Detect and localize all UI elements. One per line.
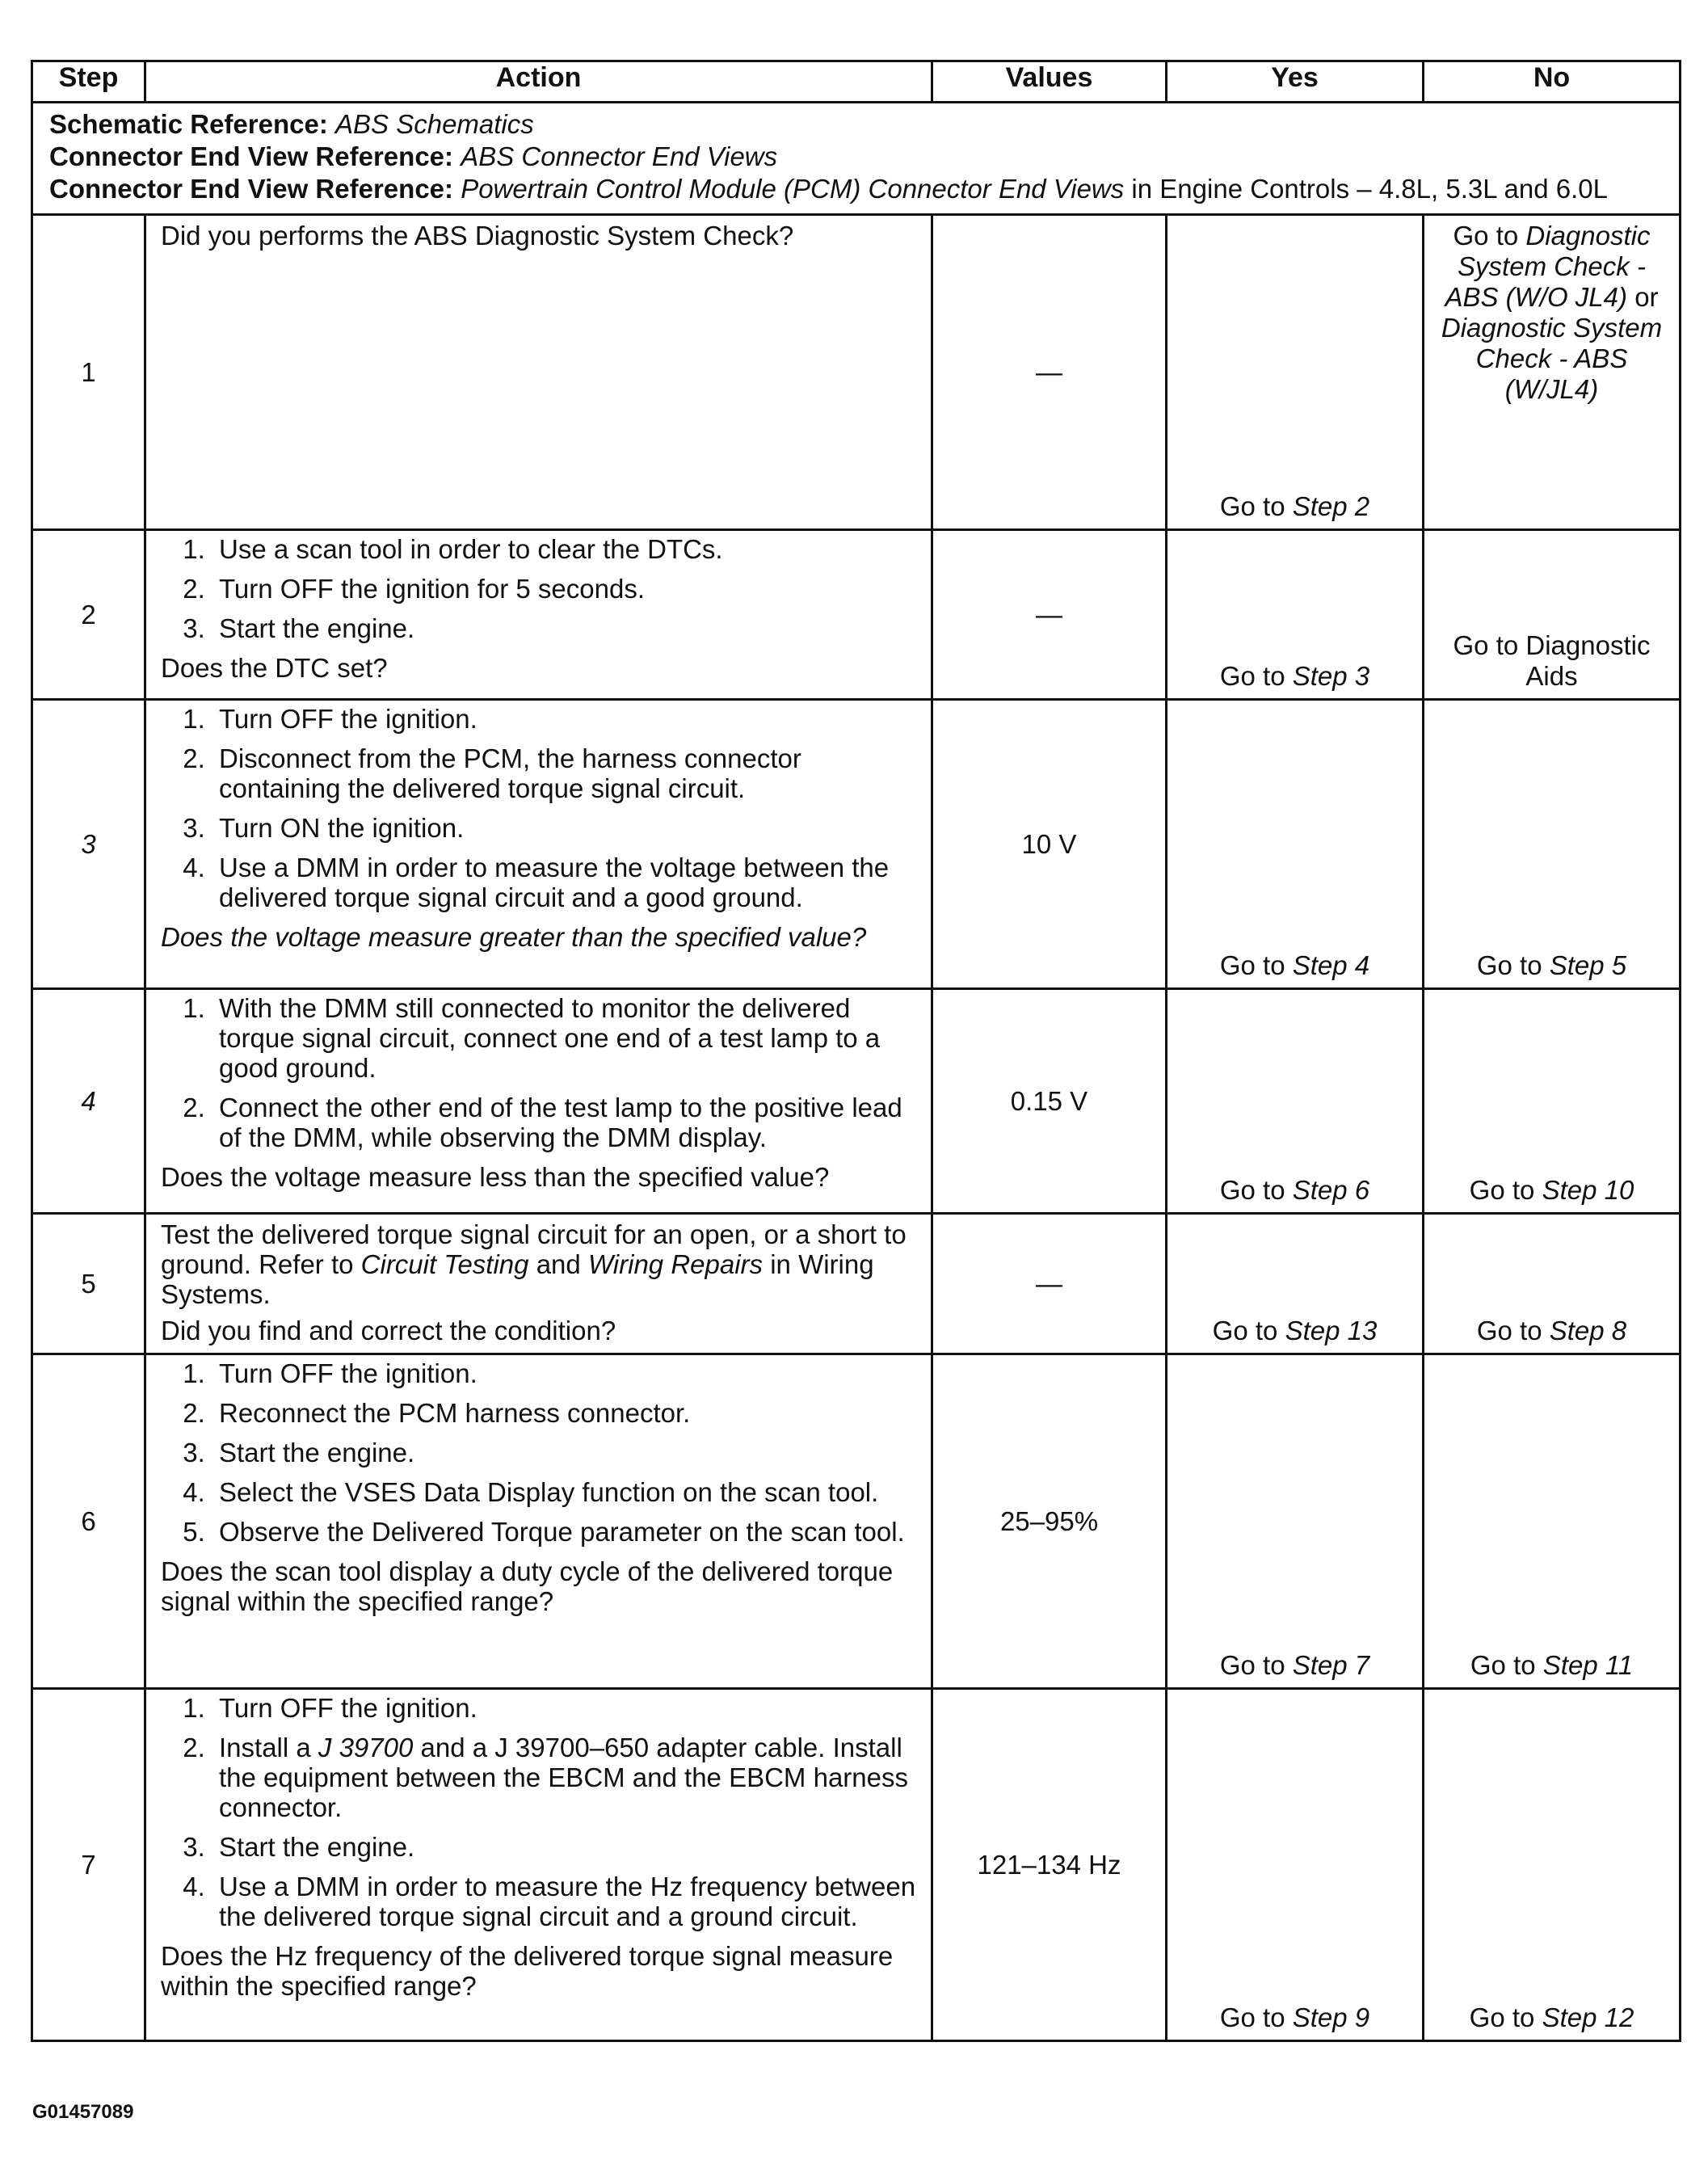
no-cell: Go to Step 11 <box>1424 1354 1681 1689</box>
reference-link[interactable]: Powertrain Control Module (PCM) Connector End Views <box>461 174 1125 204</box>
no-cell <box>1424 530 1681 700</box>
reference-row <box>32 103 1681 215</box>
action-step: 2. Disconnect from the PCM, the harness connector containing the delivered torque signal circuit. <box>212 743 923 803</box>
value-cell: — <box>932 1214 1167 1354</box>
yes-link[interactable]: Step 13 <box>1285 1316 1378 1345</box>
reference-link[interactable]: Wiring Repairs <box>587 1249 764 1279</box>
action-step: 3. Start the engine. <box>212 1438 923 1467</box>
yes-cell: Go to Step 4 <box>1167 700 1424 989</box>
action-cell <box>145 1214 932 1354</box>
action-step: 3. Start the engine. <box>212 1832 923 1862</box>
table-row <box>32 1689 1681 2041</box>
table-row <box>32 215 1681 530</box>
value-cell: 25–95% <box>932 1354 1167 1689</box>
yes-cell: Go to Step 3 <box>1167 530 1424 700</box>
action-question: Does the scan tool display a duty cycle of the delivered torque signal within the specified range? <box>161 1556 894 1616</box>
no-link[interactable]: Step 12 <box>1542 2002 1634 2032</box>
table-row <box>32 530 1681 700</box>
no-cell: Go to Step 8 <box>1424 1214 1681 1354</box>
action-step: 2. Connect the other end of the test lamp to the positive lead of the DMM, while observing the DMM display. <box>212 1093 923 1152</box>
value-cell: 0.15 V <box>932 989 1167 1214</box>
header-no: No <box>1424 61 1681 103</box>
action-step: 2. Reconnect the PCM harness connector. <box>212 1398 923 1428</box>
yes-cell: Go to Step 9 <box>1167 1689 1424 2041</box>
yes-link[interactable]: Step 2 <box>1292 491 1370 521</box>
no-cell: Go to Step 12 <box>1424 1689 1681 2041</box>
action-step: 4. Use a DMM in order to measure the Hz frequency between the delivered torque signal circuit and a ground circuit. <box>212 1872 923 1931</box>
table-row <box>32 700 1681 989</box>
step-number: 3 <box>32 700 145 989</box>
action-cell <box>145 530 932 700</box>
action-cell <box>145 215 932 530</box>
no-cell: Go to Diagnostic System Check - ABS (W/O JL4) or Diagnostic System Check - ABS (W/JL4) <box>1424 215 1681 530</box>
action-step: 2. Turn OFF the ignition for 5 seconds. <box>212 574 923 604</box>
yes-cell: Go to Step 2 <box>1167 215 1424 530</box>
header-yes: Yes <box>1167 61 1424 103</box>
action-question: Does the DTC set? <box>161 653 388 683</box>
yes-link[interactable]: Step 7 <box>1292 1650 1370 1680</box>
diagnostic-table <box>31 60 1681 2042</box>
step-number: 1 <box>32 215 145 530</box>
yes-cell: Go to Step 6 <box>1167 989 1424 1214</box>
table-row <box>32 1354 1681 1689</box>
connector-reference-pcm: Connector End View Reference: Powertrain Control Module (PCM) Connector End Views in Engine Controls – 4.8L, 5.3L and 6.0L <box>49 174 1608 204</box>
value-cell: 121–134 Hz <box>932 1689 1167 2041</box>
action-question: Did you find and correct the condition? <box>161 1316 616 1345</box>
no-cell: Go to Step 5 <box>1424 700 1681 989</box>
action-cell <box>145 989 932 1214</box>
no-link[interactable]: Diagnostic System Check - ABS (W/O JL4) <box>1445 221 1651 312</box>
action-question: Does the voltage measure greater than the specified value? <box>161 922 867 952</box>
action-step: 5. Observe the Delivered Torque parameter on the scan tool. <box>212 1517 923 1547</box>
table-row <box>32 1214 1681 1354</box>
no-link[interactable]: Diagnostic System Check - ABS (W/JL4) <box>1441 313 1663 404</box>
action-cell <box>145 700 932 989</box>
no-cell: Go to Step 10 <box>1424 989 1681 1214</box>
step-number: 7 <box>32 1689 145 2041</box>
header-action: Action <box>145 61 932 103</box>
action-steps <box>161 1693 923 1931</box>
no-link[interactable]: Step 8 <box>1549 1316 1627 1345</box>
reference-cell <box>32 103 1681 215</box>
action-step: 3. Turn ON the ignition. <box>212 813 923 843</box>
action-step: 1. Turn OFF the ignition. <box>212 1693 923 1723</box>
action-step: 1. Turn OFF the ignition. <box>212 704 923 734</box>
action-step: 4. Select the VSES Data Display function on the scan tool. <box>212 1477 923 1507</box>
header-values: Values <box>932 61 1167 103</box>
figure-id: G01457089 <box>32 2101 134 2123</box>
step-number: 5 <box>32 1214 145 1354</box>
action-step: 1. With the DMM still connected to monitor the delivered torque signal circuit, connect one end of a test lamp to a good ground. <box>212 993 923 1083</box>
header-row <box>32 61 1681 103</box>
step-number: 6 <box>32 1354 145 1689</box>
reference-link[interactable]: ABS Connector End Views <box>461 141 778 171</box>
yes-link[interactable]: Step 6 <box>1292 1175 1370 1205</box>
action-steps <box>161 534 923 643</box>
yes-link[interactable]: Step 4 <box>1292 950 1370 980</box>
action-steps <box>161 704 923 912</box>
action-cell <box>145 1354 932 1689</box>
step-number: 4 <box>32 989 145 1214</box>
schematic-reference: Schematic Reference: ABS Schematics <box>49 109 534 139</box>
table-row <box>32 989 1681 1214</box>
action-question: Does the voltage measure less than the specified value? <box>161 1162 830 1192</box>
no-link[interactable]: Go to Diagnostic Aids <box>1453 630 1651 691</box>
action-question: Does the Hz frequency of the delivered torque signal measure within the specified range? <box>161 1941 894 2001</box>
value-cell: 10 V <box>932 700 1167 989</box>
action-intro: Test the delivered torque signal circuit for an open, or a short to ground. Refer to Circuit Testing and Wiring Repairs in Wiring Systems. <box>161 1219 907 1309</box>
action-steps <box>161 1358 923 1547</box>
yes-link[interactable]: Step 9 <box>1292 2002 1370 2032</box>
header-step: Step <box>32 61 145 103</box>
connector-reference-abs: Connector End View Reference: ABS Connector End Views <box>49 141 778 171</box>
action-step: 4. Use a DMM in order to measure the voltage between the delivered torque signal circuit and a good ground. <box>212 853 923 912</box>
action-step: 1. Use a scan tool in order to clear the DTCs. <box>212 534 923 564</box>
action-step: 1. Turn OFF the ignition. <box>212 1358 923 1388</box>
action-step: 2. Install a J 39700 and a J 39700–650 adapter cable. Install the equipment between the EBCM and the EBCM harness connector. <box>212 1733 923 1822</box>
action-question: Did you performs the ABS Diagnostic System Check? <box>161 221 794 251</box>
reference-link[interactable]: ABS Schematics <box>335 109 534 139</box>
action-step: 3. Start the engine. <box>212 613 923 643</box>
no-link[interactable]: Step 10 <box>1542 1175 1634 1205</box>
yes-cell: Go to Step 7 <box>1167 1354 1424 1689</box>
value-cell: — <box>932 215 1167 530</box>
step-number: 2 <box>32 530 145 700</box>
action-cell <box>145 1689 932 2041</box>
no-link[interactable]: Step 11 <box>1542 1650 1634 1680</box>
value-cell: — <box>932 530 1167 700</box>
action-steps <box>161 993 923 1152</box>
yes-cell: Go to Step 13 <box>1167 1214 1424 1354</box>
no-link[interactable]: Step 5 <box>1549 950 1627 980</box>
tool-name: J 39700 <box>318 1733 414 1762</box>
reference-link[interactable]: Circuit Testing <box>360 1249 529 1279</box>
yes-link[interactable]: Step 3 <box>1292 661 1370 691</box>
